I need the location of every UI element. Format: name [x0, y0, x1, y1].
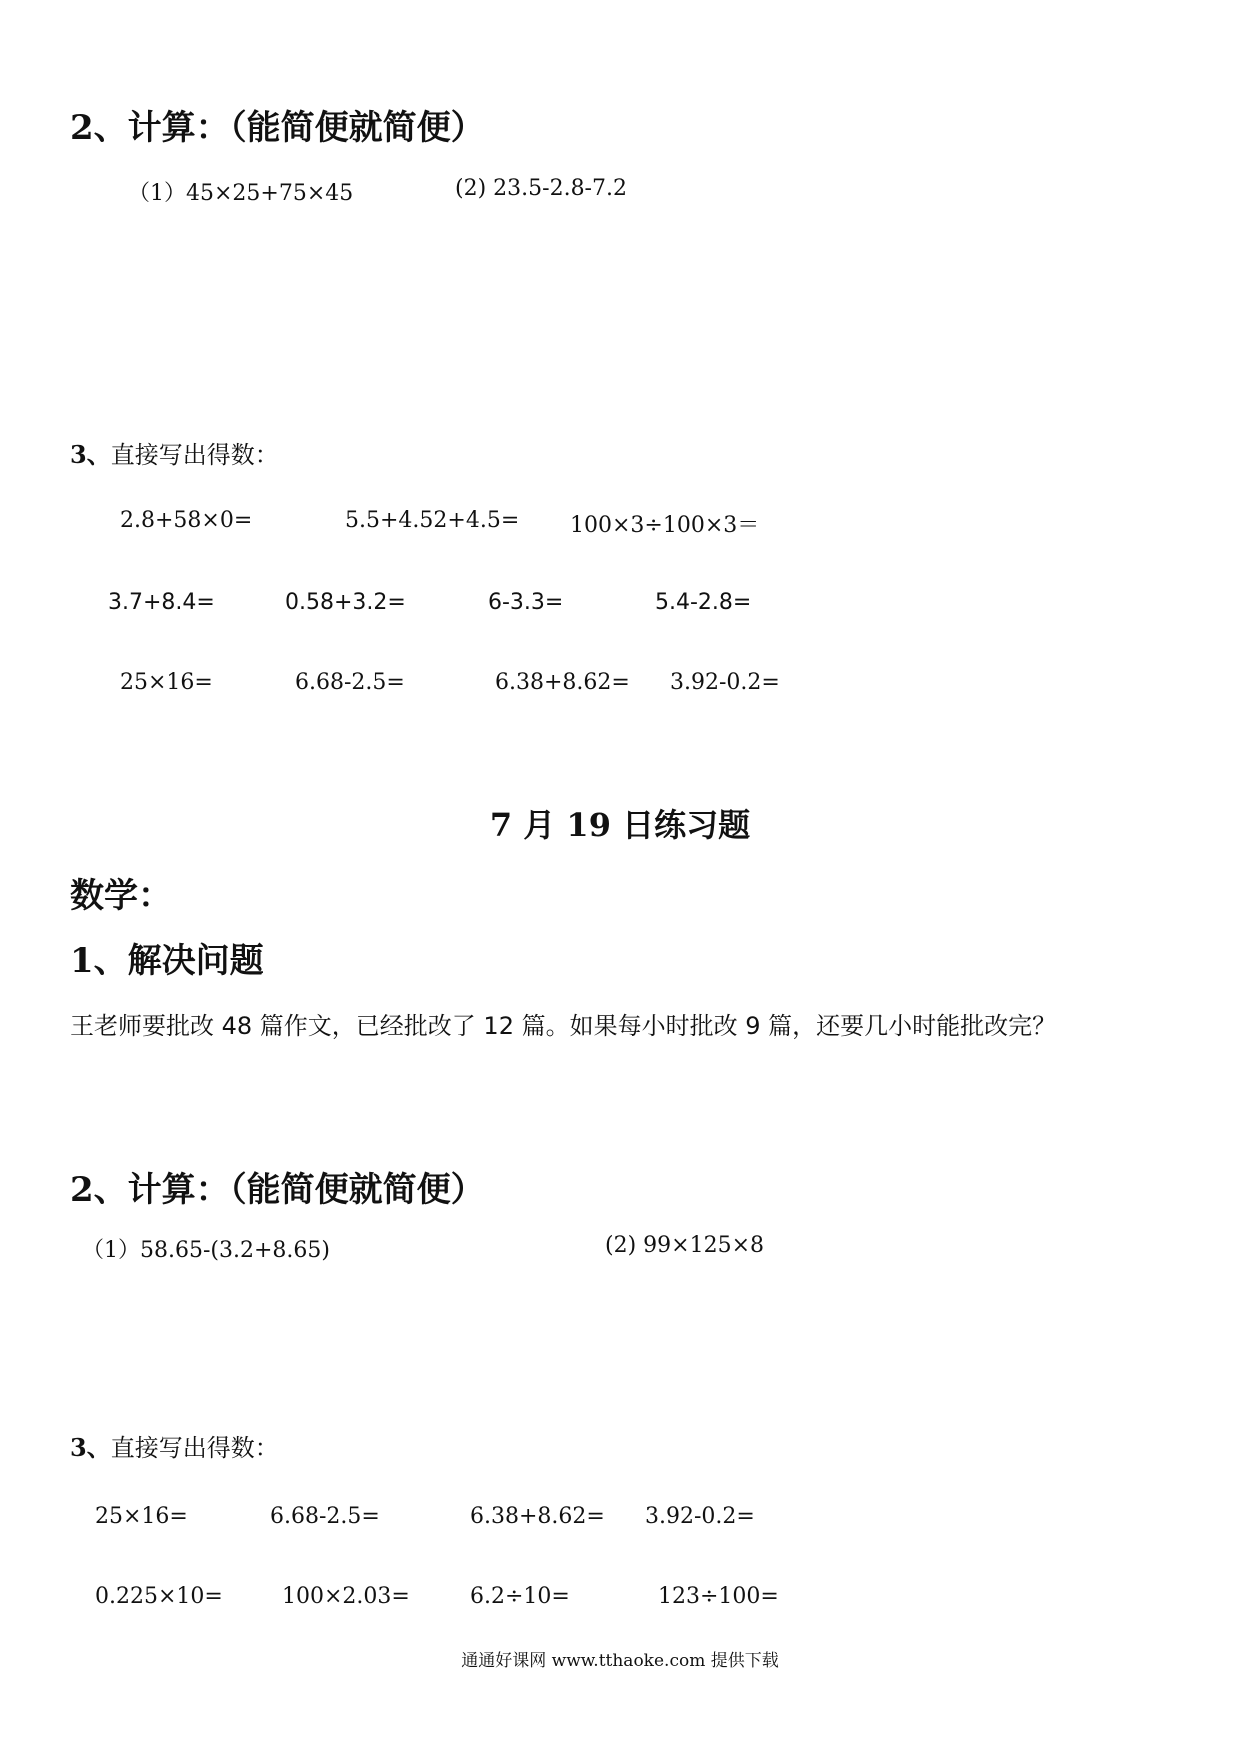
direct-item: 6.38+8.62= — [495, 670, 630, 695]
subject-heading: 数学： — [70, 876, 172, 916]
calc-heading: 2、计算：（能简便就简便） — [70, 108, 485, 148]
direct-item: 3.7+8.4= — [108, 590, 215, 615]
direct-item: 0.225×10= — [95, 1584, 223, 1609]
direct-item: 5.5+4.52+4.5= — [345, 508, 520, 533]
calc-item-1: （1）58.65-(3.2+8.65) — [82, 1238, 330, 1263]
direct-item: 5.4-2.8= — [655, 590, 752, 615]
calc-item-2: (2) 99×125×8 — [605, 1233, 765, 1258]
direct-item: 100×3÷100×3＝ — [570, 513, 760, 538]
direct-item: 123÷100= — [658, 1584, 779, 1609]
problem-text: 王老师要批改 48 篇作文，已经批改了 12 篇。如果每小时批改 9 篇，还要几小时能批改完？ — [70, 1012, 1057, 1040]
page-title: 7 月 19 日练习题 — [489, 806, 751, 844]
footer-credit: 通通好课网 www.tthaoke.com 提供下载 — [461, 1651, 779, 1671]
calc-heading: 2、计算：（能简便就简便） — [70, 1170, 485, 1210]
direct-item: 25×16= — [120, 670, 213, 695]
direct-item: 25×16= — [95, 1504, 188, 1529]
direct-item: 6.68-2.5= — [295, 670, 405, 695]
calc-item-1: （1）45×25+75×45 — [128, 181, 354, 206]
direct-item: 3.92-0.2= — [645, 1504, 755, 1529]
direct-heading-text: 直接写出得数： — [110, 441, 279, 469]
calc-item-2: (2) 23.5-2.8-7.2 — [455, 176, 627, 201]
direct-item: 100×2.03= — [282, 1584, 410, 1609]
direct-heading-text: 直接写出得数： — [110, 1434, 279, 1462]
problem-heading: 1、解决问题 — [70, 941, 264, 981]
direct-item: 3.92-0.2= — [670, 670, 780, 695]
direct-heading — [70, 1428, 279, 1463]
direct-item: 6.38+8.62= — [470, 1504, 605, 1529]
direct-item: 0.58+3.2= — [285, 590, 406, 615]
direct-heading — [70, 435, 279, 470]
direct-heading-number: 3、 — [70, 440, 111, 469]
direct-item: 2.8+58×0= — [120, 508, 253, 533]
direct-heading-number: 3、 — [70, 1433, 111, 1462]
direct-item: 6.2÷10= — [470, 1584, 570, 1609]
direct-item: 6-3.3= — [488, 590, 564, 615]
direct-item: 6.68-2.5= — [270, 1504, 380, 1529]
